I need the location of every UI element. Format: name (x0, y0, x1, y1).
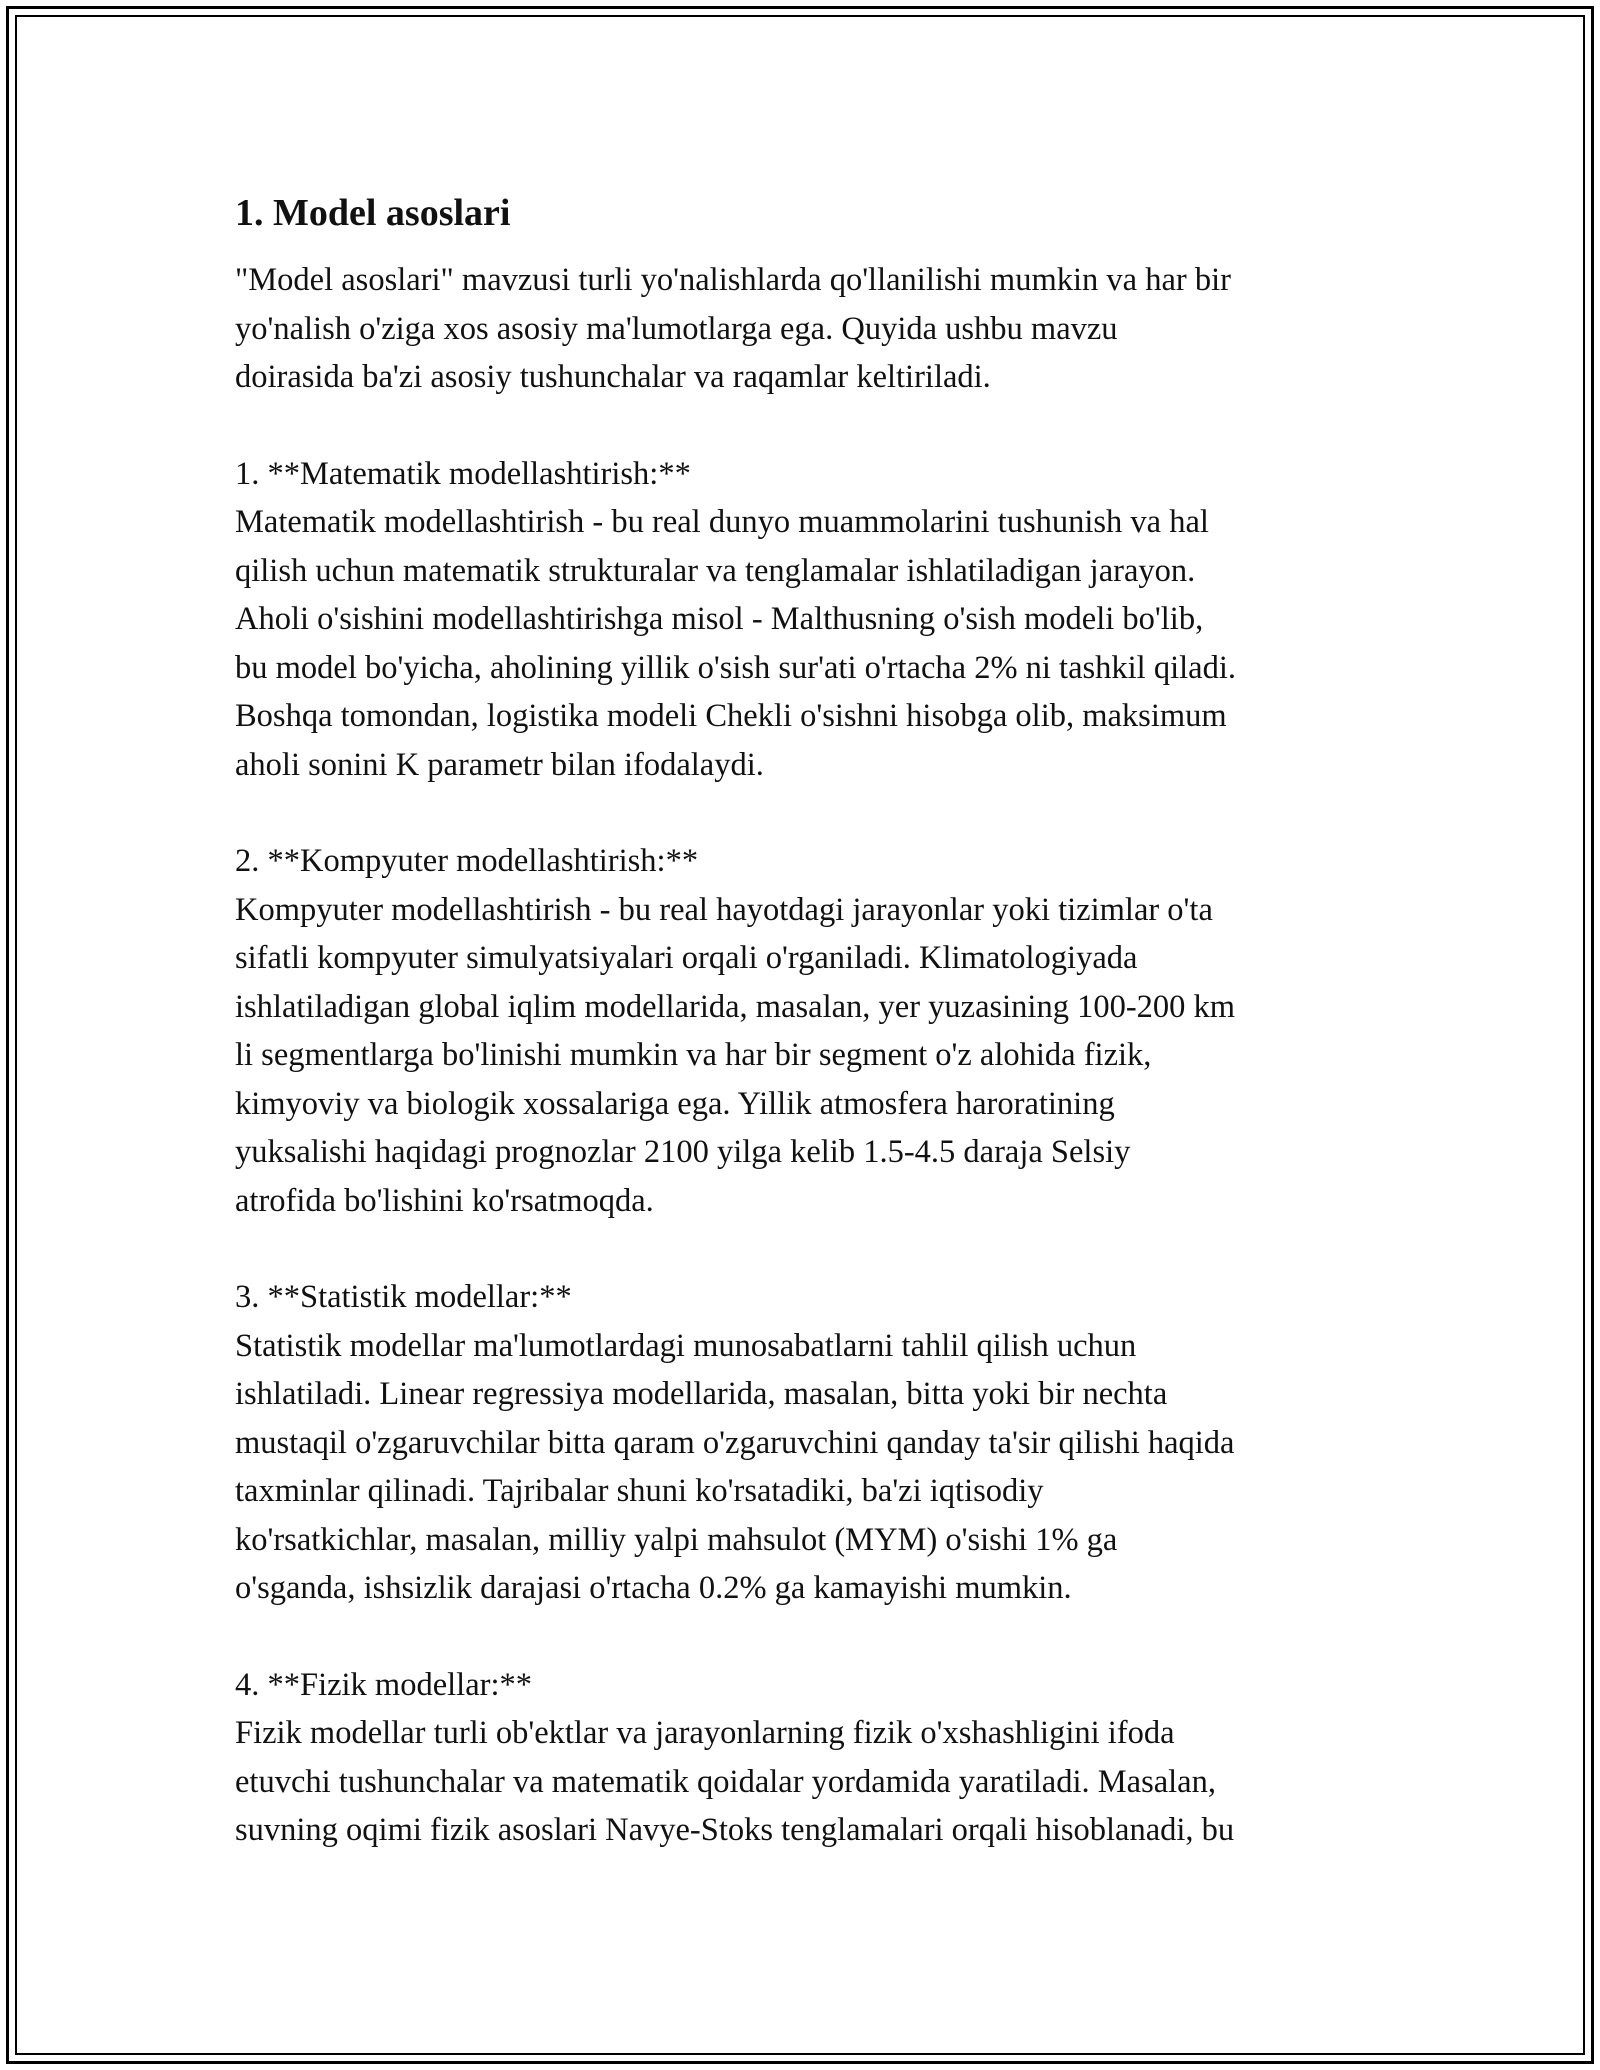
section-kompyuter (235, 837, 1375, 1225)
section-body: Matematik modellashtirish - bu real dunyo muammolarini tushunish va hal qilish uchun matematik strukturalar va tenglamalar ishlatiladigan jarayon. Aholi o'sishini modellashtirishga misol - Malthusning o'sish modeli bo'lib, bu model bo'yicha, aholining yillik o'sish sur'ati o'rtacha 2% ni tashkil qiladi. Boshqa tomondan, logistika modeli Chekli o'sishni hisobga olib, maksimum aholi sonini K parametr bilan ifodalaydi. (235, 504, 1236, 783)
section-body: Statistik modellar ma'lumotlardagi munosabatlarni tahlil qilish uchun ishlatiladi. Linear regressiya modellarida, masalan, bitta yoki bir nechta mustaqil o'zgaruvchilar bitta qaram o'zgaruvchini qanday ta'sir qilishi haqida taxminlar qilinadi. Tajribalar shuni ko'rsatadiki, ba'zi iqtisodiy ko'rsatkichlar, masalan, milliy yalpi mahsulot (MYM) o'sishi 1% ga o'sganda, ishsizlik darajasi o'rtacha 0.2% ga kamayishi mumkin. (235, 1327, 1235, 1606)
document-title: 1. Model asoslari (235, 192, 511, 234)
section-heading: 3. **Statistik modellar:** (235, 1279, 572, 1315)
section-fizik (235, 1661, 1375, 1855)
intro-paragraph: "Model asoslari" mavzusi turli yo'nalishlarda qo'llanilishi mumkin va har bir yo'nalish o'ziga xos asosiy ma'lumotlarga ega. Quyida ushbu mavzu doirasida ba'zi asosiy tushunchalar va raqamlar keltiriladi. (235, 262, 1231, 395)
section-statistik (235, 1273, 1375, 1613)
section-body: Fizik modellar turli ob'ektlar va jarayonlarning fizik o'xshashligini ifoda etuvchi tushunchalar va matematik qoidalar yordamida yaratiladi. Masalan, suvning oqimi fizik asoslari Navye-Stoks tenglamalari orqali hisoblanadi, bu (235, 1715, 1235, 1848)
section-matematik (235, 450, 1375, 790)
section-heading: 4. **Fizik modellar:** (235, 1666, 532, 1703)
section-heading: 1. **Matematik modellashtirish:** (235, 455, 691, 492)
document-content (235, 188, 1375, 1855)
section-body: Kompyuter modellashtirish - bu real hayotdagi jarayonlar yoki tizimlar o'ta sifatli kompyuter simulyatsiyalari orqali o'rganiladi. Klimatologiyada ishlatiladigan global iqlim modellarida, masalan, yer yuzasining 100-200 km li segmentlarga bo'linishi mumkin va har bir segment o'z alohida fizik, kimyoviy va biologik xossalariga ega. Yillik atmosfera haroratining yuksalishi haqidagi prognozlar 2100 yilga kelib 1.5-4.5 daraja Selsiy atrofida bo'lishini ko'rsatmoqda. (235, 891, 1236, 1219)
section-heading: 2. **Kompyuter modellashtirish:** (235, 843, 699, 879)
